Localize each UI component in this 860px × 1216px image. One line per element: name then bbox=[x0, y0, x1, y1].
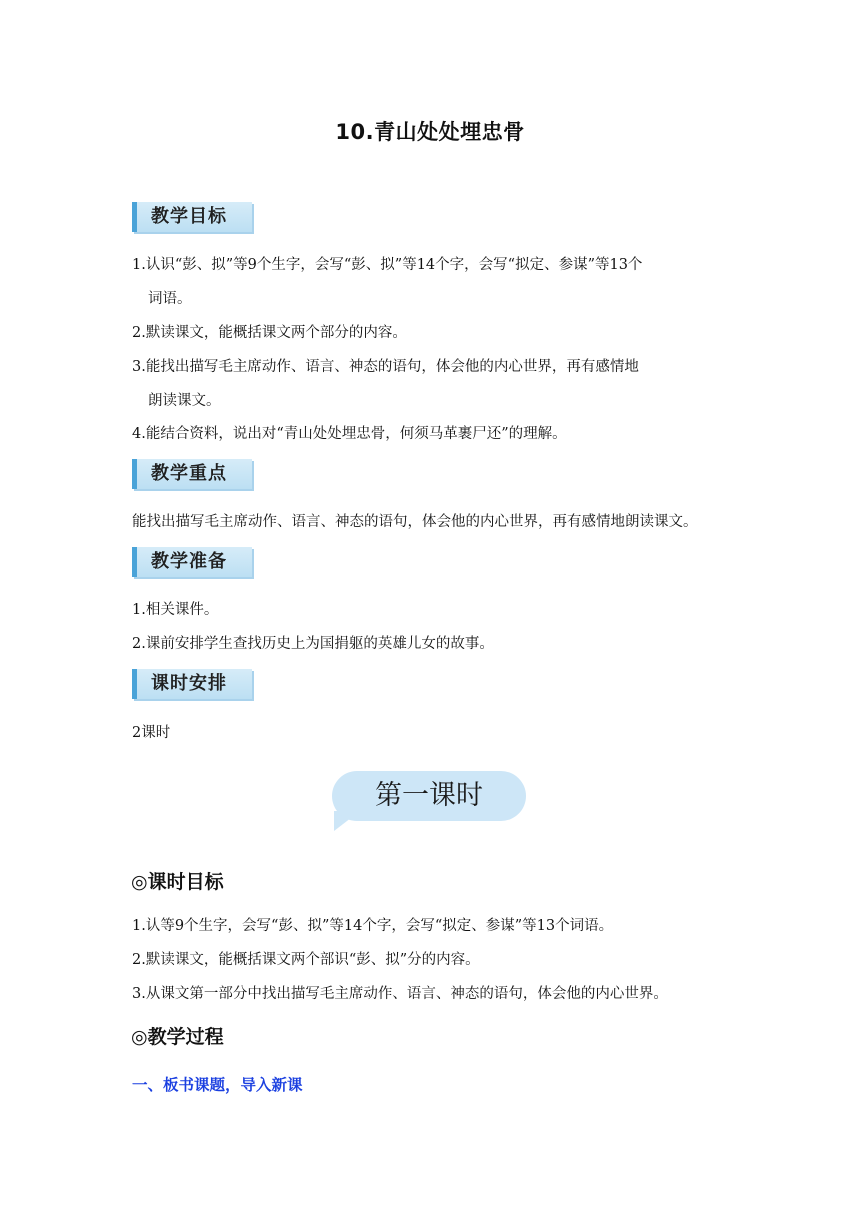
page-title: 10.青山处处埋忠骨 bbox=[335, 120, 525, 144]
lesson-goal-item: 2.默读课文，能概括课文两个部识“彭、拟”分的内容。 bbox=[132, 952, 480, 968]
schedule-text: 2课时 bbox=[132, 725, 171, 741]
goal-item-continued: 词语。 bbox=[148, 291, 192, 307]
goals-badge: 教学目标 bbox=[132, 202, 252, 232]
goal-item-continued: 朗读课文。 bbox=[148, 393, 221, 409]
lesson-goals-heading: ◎课时目标 bbox=[131, 871, 224, 893]
key-points-text: 能找出描写毛主席动作、语言、神态的语句，体会他的内心世界，再有感情地朗读课文。 bbox=[132, 514, 698, 530]
goal-item: 3.能找出描写毛主席动作、语言、神态的语句，体会他的内心世界，再有感情地 bbox=[132, 359, 639, 375]
preparation-item: 1.相关课件。 bbox=[132, 602, 219, 618]
goal-item: 2.默读课文，能概括课文两个部分的内容。 bbox=[132, 325, 407, 341]
schedule-badge: 课时安排 bbox=[132, 669, 252, 699]
lesson-banner-label: 第一课时 bbox=[332, 771, 526, 821]
lesson-goal-item: 3.从课文第一部分中找出描写毛主席动作、语言、神态的语句，体会他的内心世界。 bbox=[132, 986, 668, 1002]
preparation-badge: 教学准备 bbox=[132, 547, 252, 577]
process-heading: ◎教学过程 bbox=[131, 1026, 224, 1048]
lesson-banner bbox=[332, 771, 528, 833]
step-heading: 一、板书课题，导入新课 bbox=[132, 1076, 303, 1094]
goal-item: 1.认识“彭、拟”等9个生字，会写“彭、拟”等14个字，会写“拟定、参谋”等13个 bbox=[132, 257, 643, 273]
preparation-item: 2.课前安排学生查找历史上为国捐躯的英雄儿女的故事。 bbox=[132, 636, 494, 652]
lesson-goal-item: 1.认等9个生字，会写“彭、拟”等14个字，会写“拟定、参谋”等13个词语。 bbox=[132, 918, 614, 934]
goal-item: 4.能结合资料，说出对“青山处处埋忠骨，何须马革裹尸还”的理解。 bbox=[132, 426, 567, 442]
key-points-badge: 教学重点 bbox=[132, 459, 252, 489]
